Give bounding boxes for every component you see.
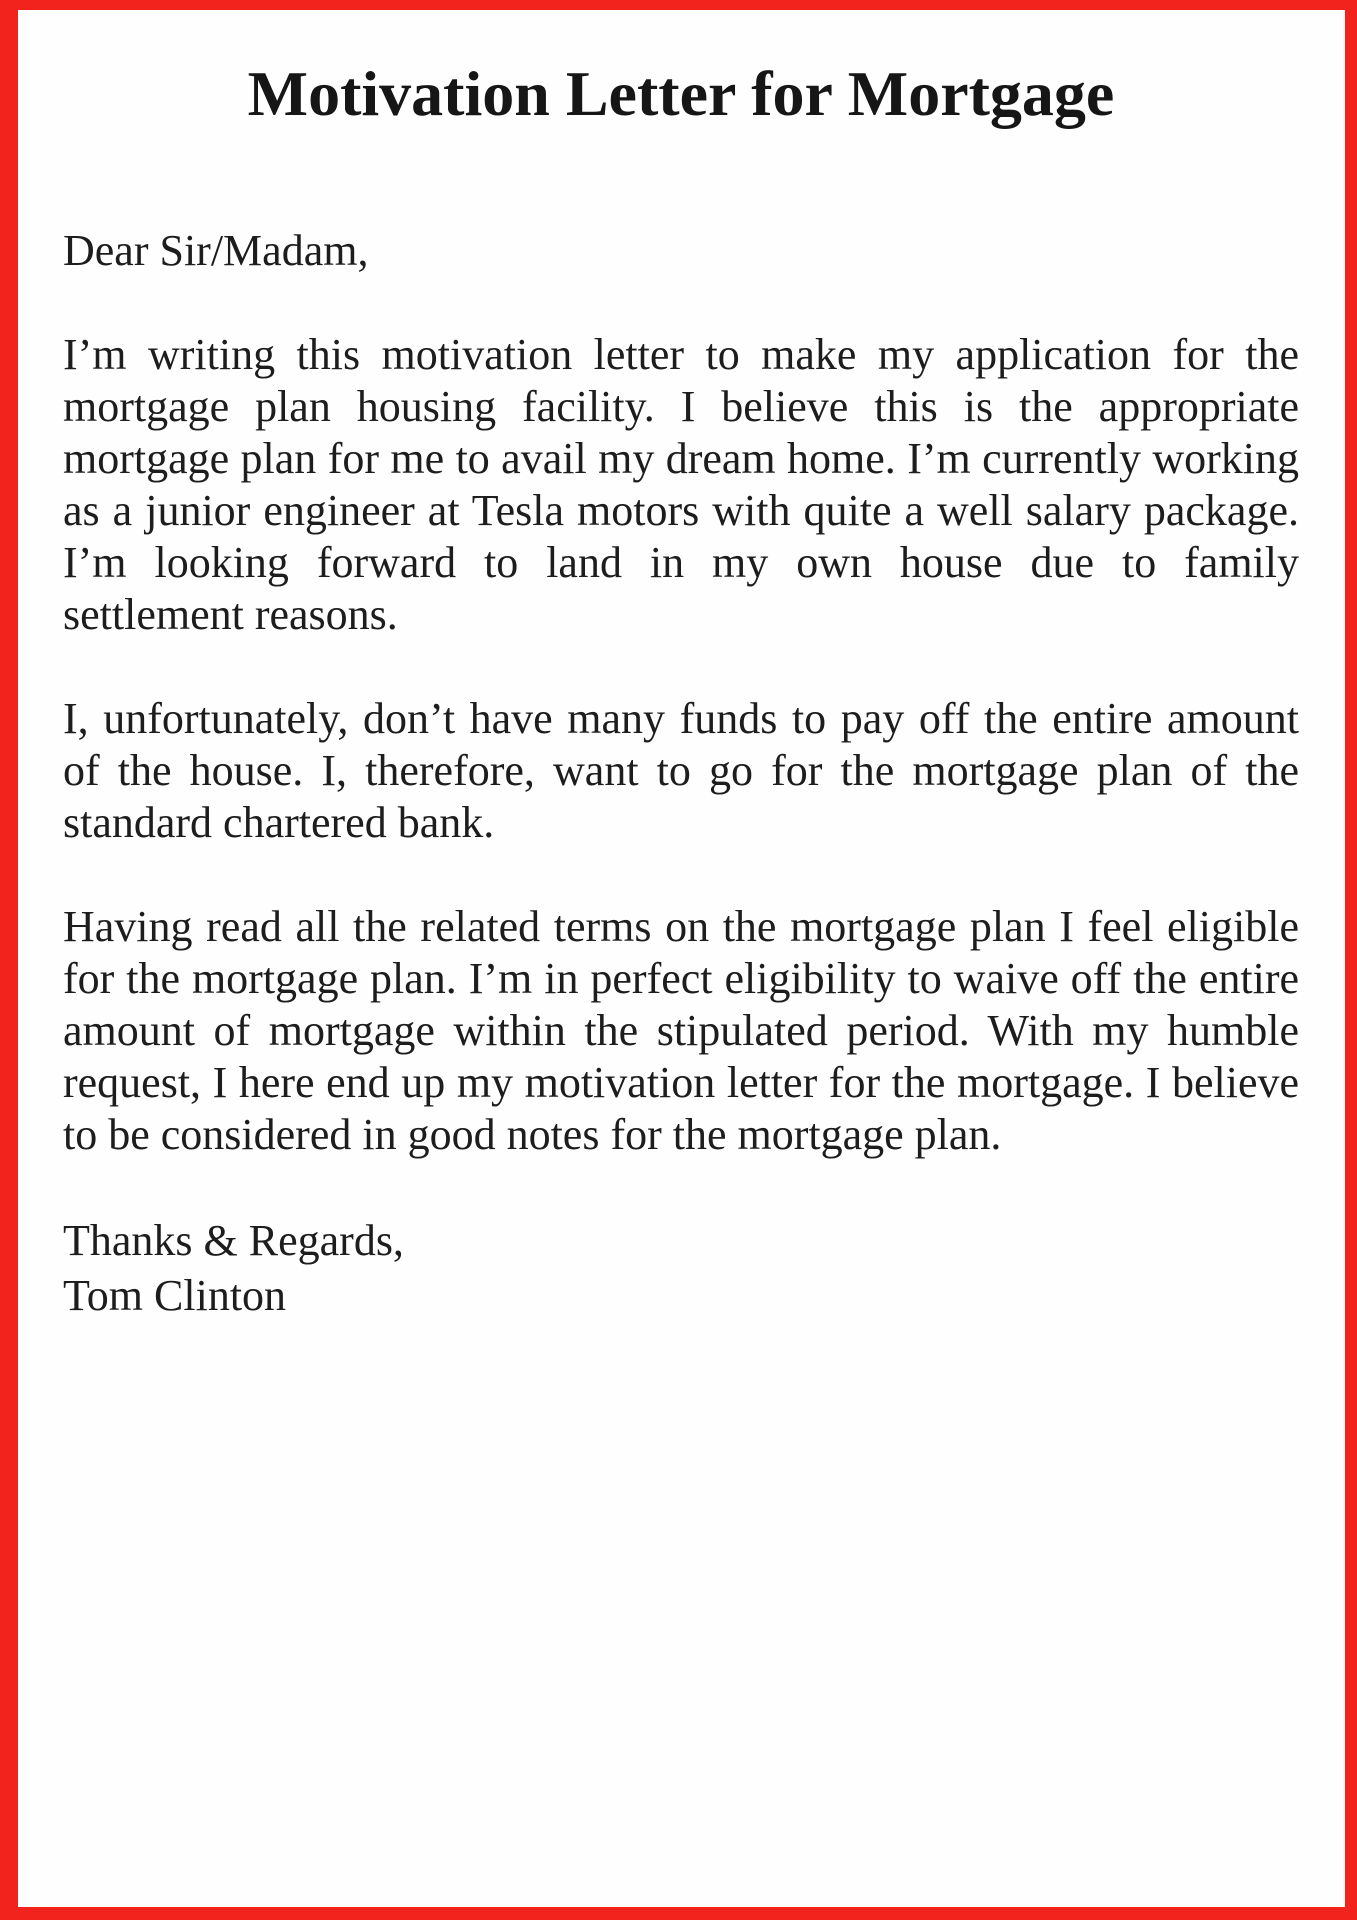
- body-paragraph-3: Having read all the related terms on the mortgage plan I feel eligible for the mortgage plan. I’m in perfect eligibility to waive off the entire amount of mortgage within the stipulated period. With my humble request, I here end up my motivation letter for the mortgage. I believe to be considered in good notes for the mortgage plan.: [63, 901, 1299, 1159]
- body-paragraph-1: I’m writing this motivation letter to make my application for the mortgage plan housing facility. I believe this is the appropriate mortgage plan for me to avail my dream home. I’m currently working as a junior engineer at Tesla motors with quite a well salary package. I’m looking forward to land in my own house due to family settlement reasons.: [63, 329, 1299, 639]
- salutation: Dear Sir/Madam,: [63, 225, 369, 275]
- closing-text: Thanks & Regards,: [63, 1215, 404, 1265]
- letter-title: Motivation Letter for Mortgage: [247, 58, 1115, 129]
- letter-content: [18, 10, 1345, 1907]
- signature-name: Tom Clinton: [63, 1270, 287, 1320]
- closing-block: [63, 1213, 1299, 1323]
- body-paragraph-2: I, unfortunately, don’t have many funds to pay off the entire amount of the house. I, therefore, want to go for the mortgage plan of the standard chartered bank.: [63, 693, 1299, 847]
